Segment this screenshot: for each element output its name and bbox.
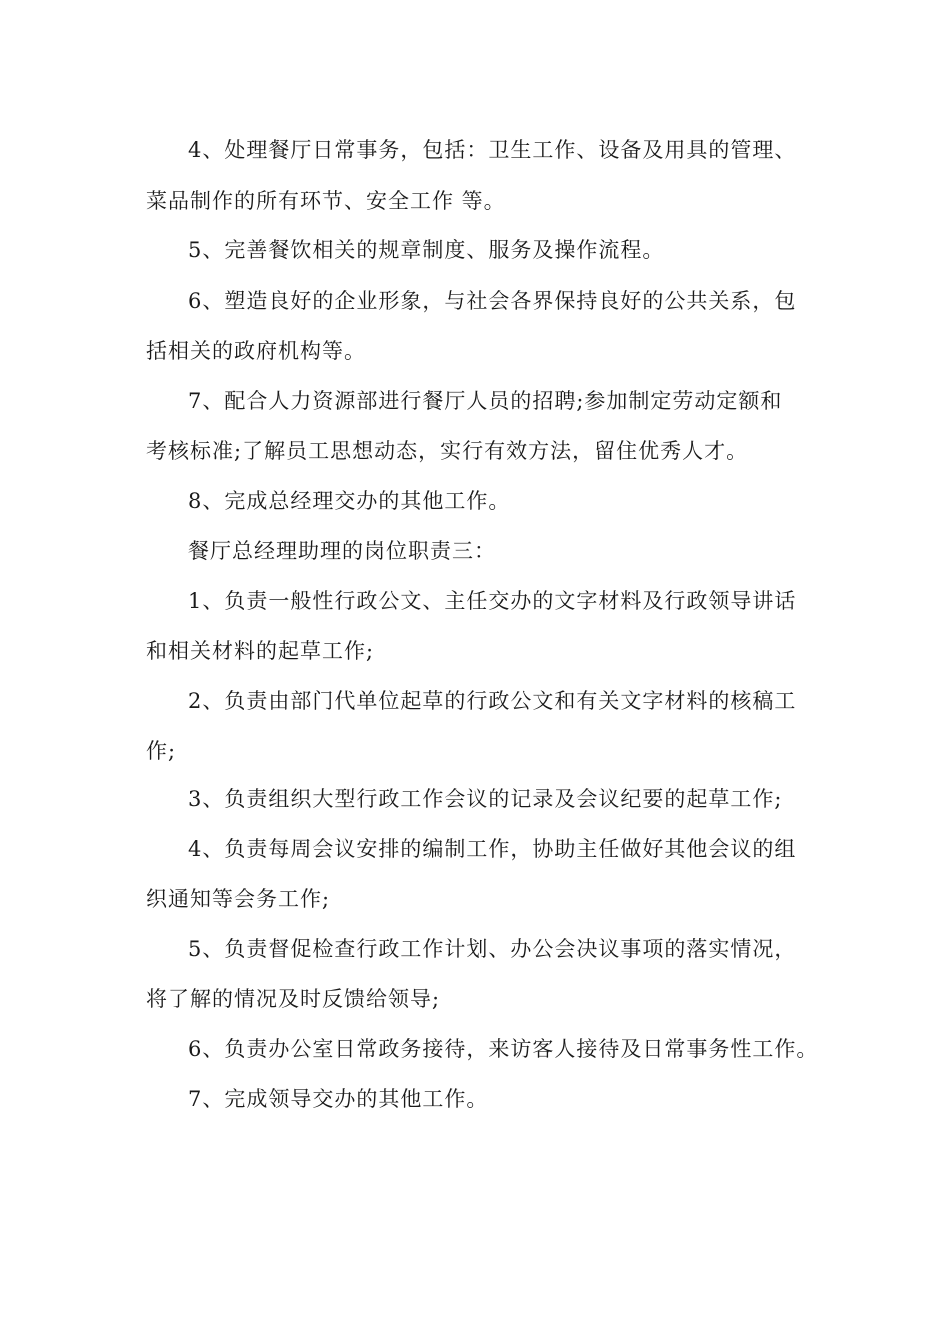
text-line: 菜品制作的所有环节、安全工作 等。: [146, 189, 506, 213]
text-line: 和相关材料的起草工作;: [146, 639, 375, 663]
text-line: 2、负责由部门代单位起草的行政公文和有关文字材料的核稿工: [188, 689, 797, 713]
text-line: 作;: [146, 739, 177, 763]
text-line: 考核标准;了解员工思想动态，实行有效方法，留住优秀人才。: [146, 439, 749, 463]
text-line: 5、负责督促检查行政工作计划、办公会决议事项的落实情况，: [188, 937, 797, 961]
text-line: 7、完成领导交办的其他工作。: [188, 1087, 489, 1111]
text-line: 将了解的情况及时反馈给领导;: [146, 987, 441, 1011]
text-line: 8、完成总经理交办的其他工作。: [188, 489, 511, 513]
text-line: 3、负责组织大型行政工作会议的记录及会议纪要的起草工作;: [188, 787, 783, 811]
text-line: 4、处理餐厅日常事务，包括：卫生工作、设备及用具的管理、: [188, 138, 797, 162]
text-line: 6、负责办公室日常政务接待，来访客人接待及日常事务性工作。: [188, 1037, 819, 1061]
text-line: 5、完善餐饮相关的规章制度、服务及操作流程。: [188, 238, 665, 262]
text-line: 1、负责一般性行政公文、主任交办的文字材料及行政领导讲话: [188, 589, 797, 613]
text-line: 括相关的政府机构等。: [146, 339, 366, 363]
text-line: 6、塑造良好的企业形象，与社会各界保持良好的公共关系，包: [188, 289, 797, 313]
text-line: 织通知等会务工作;: [146, 887, 331, 911]
text-line: 4、负责每周会议安排的编制工作，协助主任做好其他会议的组: [188, 837, 797, 861]
section-heading: 餐厅总经理助理的岗位职责三：: [188, 539, 496, 563]
text-line: 7、配合人力资源部进行餐厅人员的招聘;参加制定劳动定额和: [188, 389, 783, 413]
